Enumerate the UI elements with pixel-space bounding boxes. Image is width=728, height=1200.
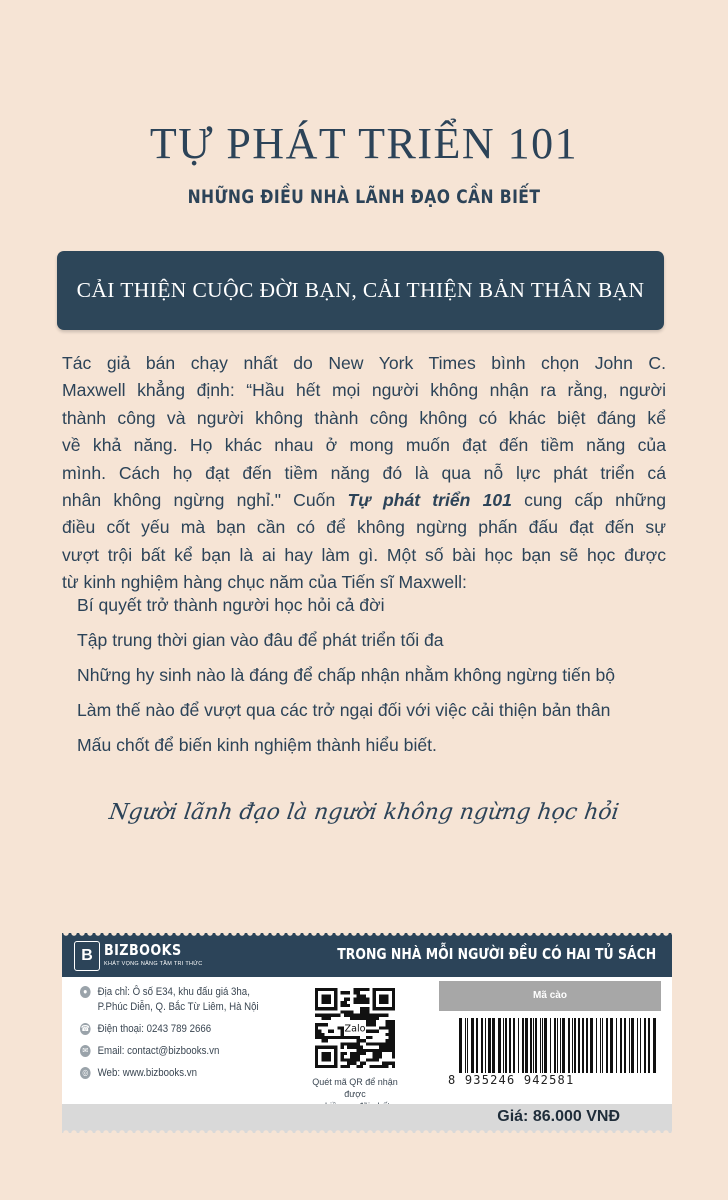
description-fragment: nhân không ngừng nghỉ." Cuốn [62,490,348,511]
contact-email [80,1044,274,1059]
barcode-icon [457,1018,662,1073]
description-line: về khả năng. Họ khác nhau ở mong muốn đạt đến tiềm năng của [62,435,666,456]
perforation-edge [62,1129,672,1137]
lesson-list [77,592,677,767]
contact-web [80,1066,274,1081]
barcode-number: 8 935246 942581 [448,1073,575,1087]
address-line: P.Phúc Diễn, Q. Bắc Từ Liêm, Hà Nội [97,1001,259,1013]
contact-address [80,985,274,1015]
description-line: điều cốt yếu mà bạn cần có để không ngừng phấn đấu đạt đến sự [62,517,666,538]
lesson-item: Làm thế nào để vượt qua các trở ngại đối với việc cải thiện bản thân [77,700,611,720]
location-pin-icon: ● [80,986,91,998]
publisher-footer [62,933,672,1133]
book-title-inline: Tự phát triển 101 [347,490,512,511]
bizbooks-logo-icon: B [74,941,100,971]
description-line: mình. Cách họ đạt đến tiềm năng đó là qua nỗ lực phát triển cá [62,462,666,483]
lesson-item: Mấu chốt để biến kinh nghiệm thành hiểu biết. [77,735,437,755]
contact-info [80,985,300,1088]
qr-caption-line: Quét mã QR để nhận được [312,1077,398,1099]
footer-header [62,933,672,977]
perforation-edge [62,929,672,937]
publisher-tagline: KHÁT VỌNG NÂNG TẦM TRI THỨC [104,961,203,967]
email-text: Email: contact@bizbooks.vn [97,1045,220,1057]
globe-icon: ◎ [80,1067,91,1079]
phone-icon: ☎ [80,1024,90,1033]
lesson-item: Những hy sinh nào là đáng để chấp nhận nhằm không ngừng tiến bộ [77,665,616,685]
description-line: từ kinh nghiệm hàng chục năm của Tiến sĩ Maxwell: [62,572,467,593]
description-line: Maxwell khẳng định: “Hầu hết mọi người không nhận ra rằng, người [62,380,666,401]
web-text: Web: www.bizbooks.vn [97,1067,197,1079]
description-line: vượt trội bất kể bạn là ai hay làm gì. Một số bài học bạn sẽ học được [62,544,666,565]
publisher-slogan: TRONG NHÀ MỖI NGƯỜI ĐỀU CÓ HAI TỦ SÁCH [337,945,656,963]
description-fragment: cung cấp những [511,490,667,511]
scratch-code-area: Mã cào [439,981,661,1011]
description-line: thành công và người không thành công không có khác biệt đáng kể [62,407,666,428]
lesson-item: Bí quyết trở thành người học hỏi cả đời [77,595,385,615]
address-line: Địa chỉ: Ô số E34, khu đấu giá 3ha, [97,986,250,998]
publisher-logo-text: BIZBOOKS [104,941,182,959]
book-title: TỰ PHÁT TRIỂN 101 [149,119,579,168]
description-paragraph [62,350,666,597]
tagline-banner [57,251,664,330]
price-label: Giá: 86.000 VNĐ [497,1108,620,1125]
description-line: Tác giả bán chạy nhất do New York Times bình chọn John C. [62,353,666,373]
mail-icon: ✉ [80,1045,91,1057]
tagline-text: CẢI THIỆN CUỘC ĐỜI BẠN, CẢI THIỆN BẢN THÂN BẠN [76,278,645,302]
contact-phone [80,1022,274,1037]
book-subtitle: NHỮNG ĐIỀU NHÀ LÃNH ĐẠO CẦN BIẾT [187,186,541,208]
qr-code-icon[interactable] [315,988,395,1068]
description-line [62,487,666,514]
phone-text: Điện thoại: 0243 789 2666 [97,1023,212,1035]
signature-quote: Người lãnh đạo là người không ngừng học hỏi [107,800,621,825]
lesson-item: Tập trung thời gian vào đâu để phát triển tối đa [77,630,444,650]
qr-center-label: Zalo [344,1023,366,1035]
